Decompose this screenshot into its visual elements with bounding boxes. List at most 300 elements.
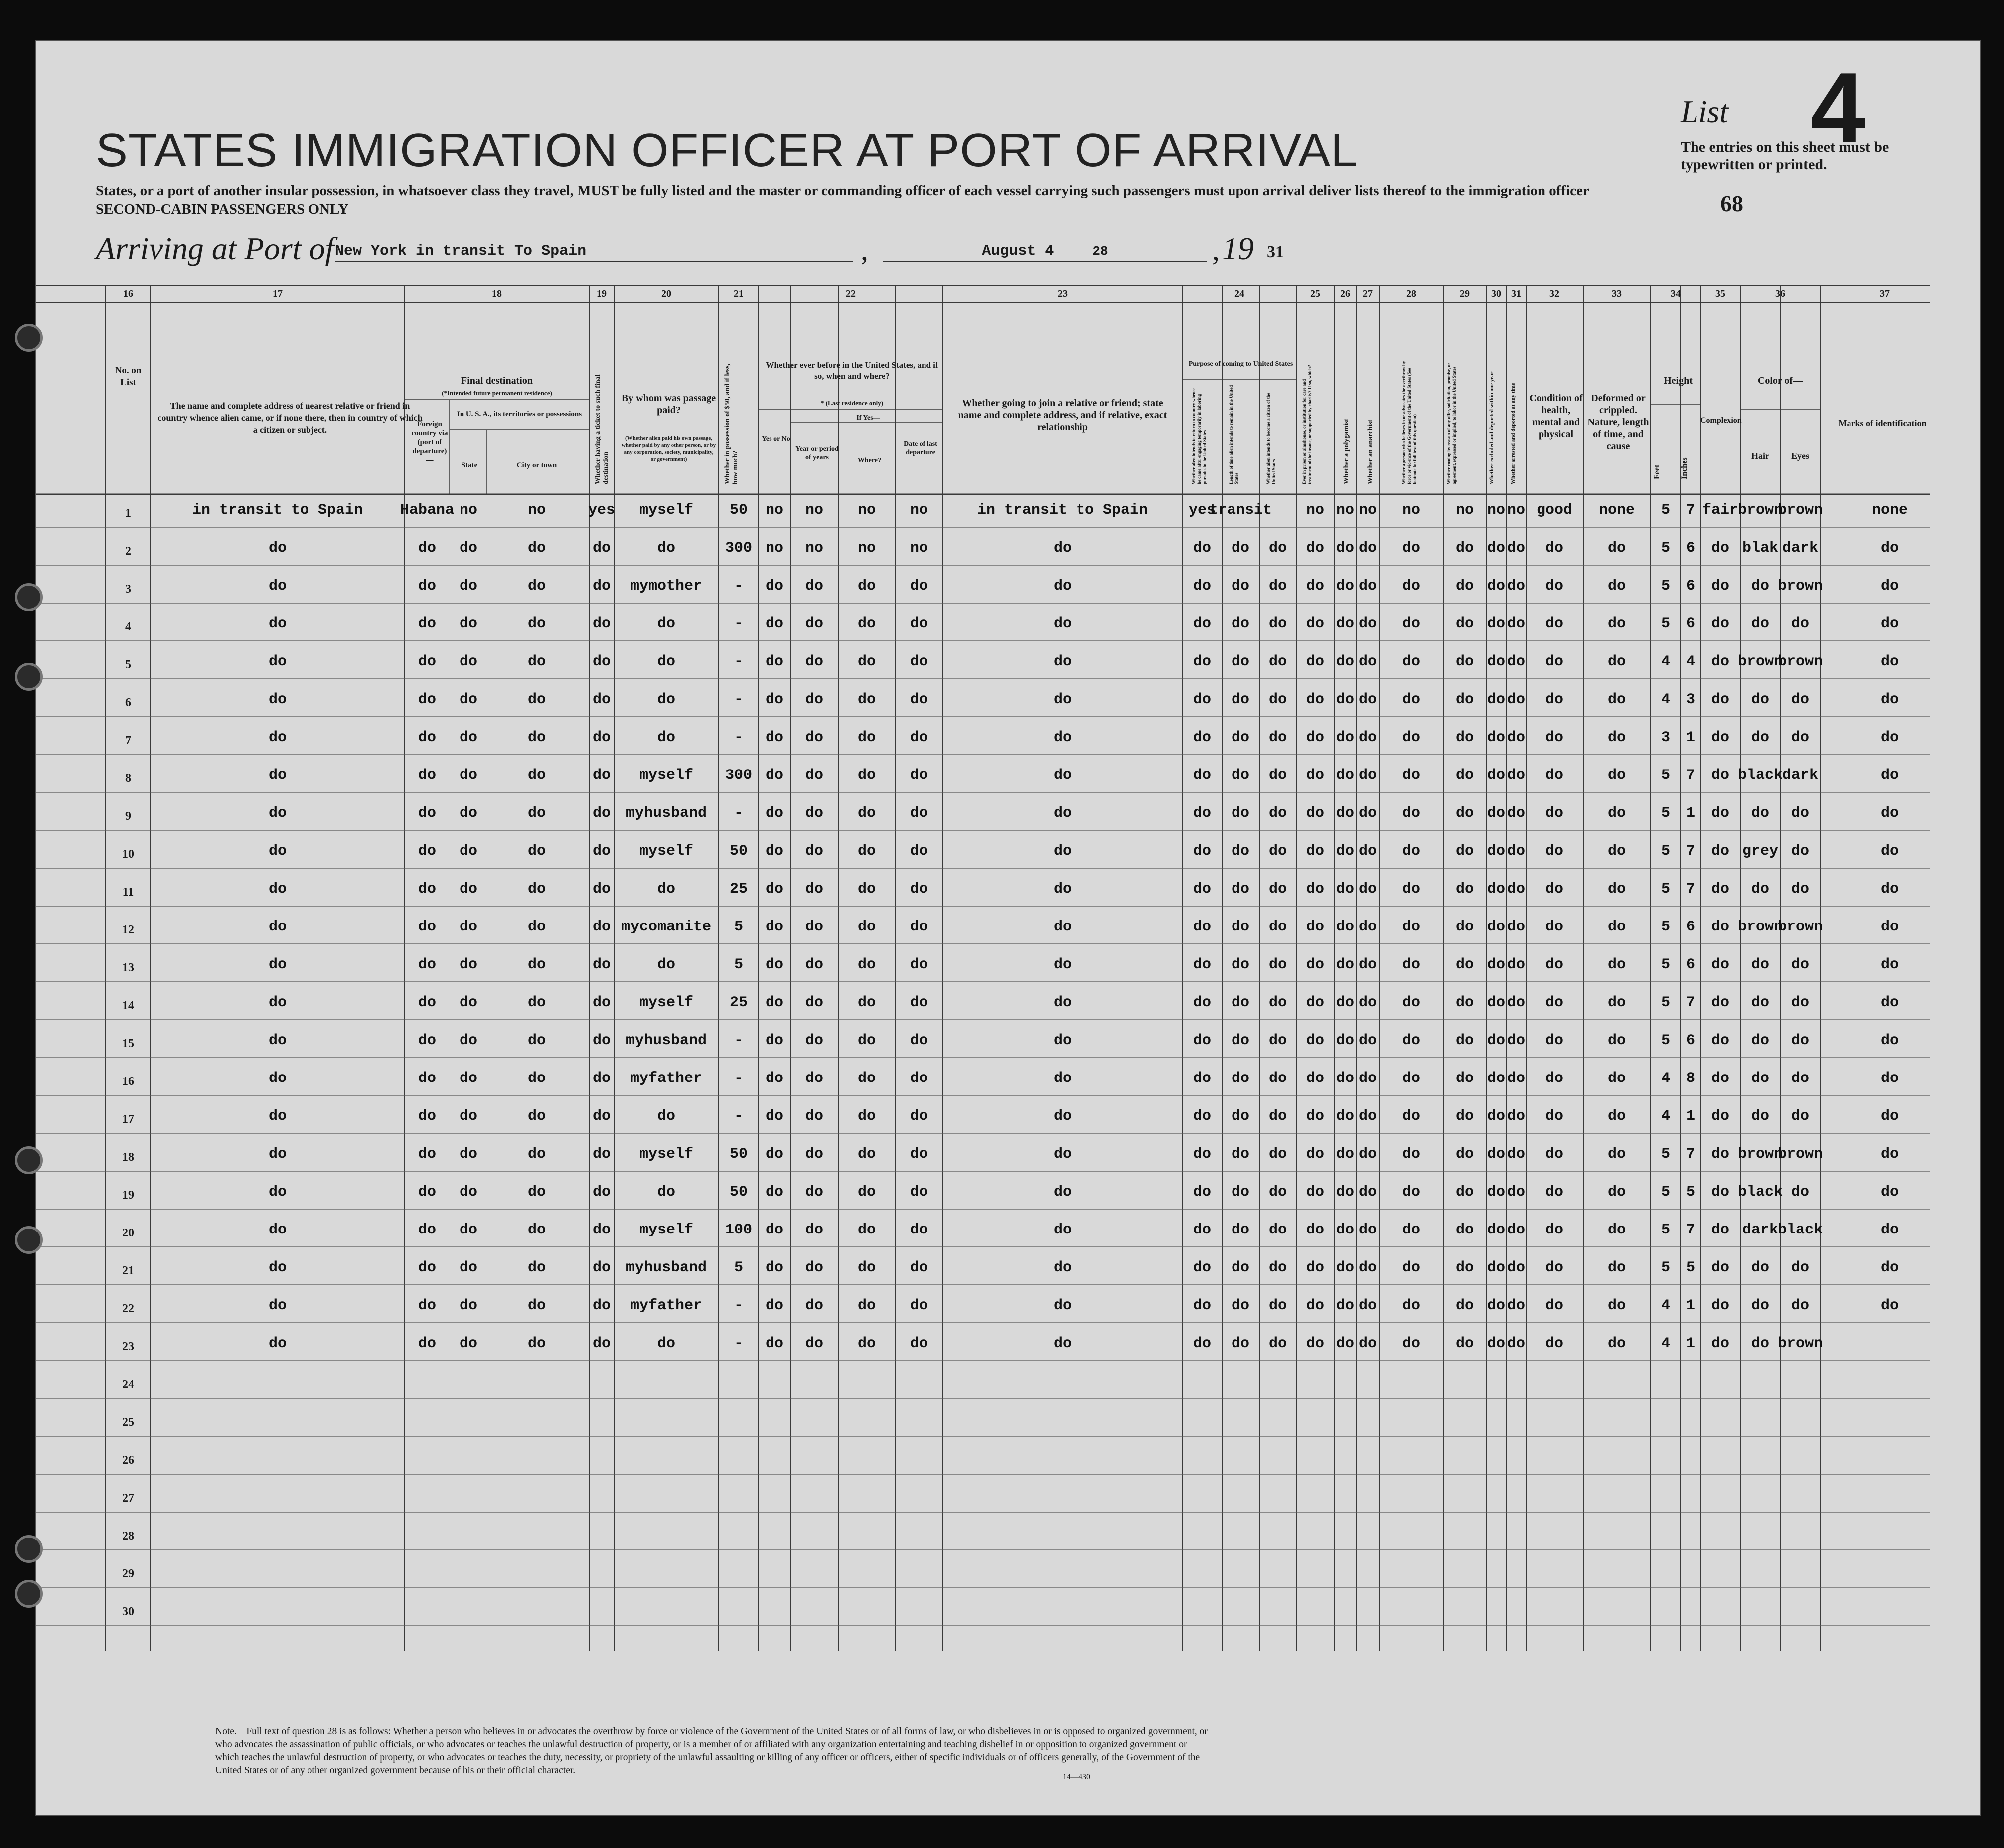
table-cell-ft: 5 xyxy=(1661,767,1671,784)
table-cell-c18s: no xyxy=(459,502,478,519)
table-cell-c22d: do xyxy=(910,1222,928,1238)
column-number: 26 xyxy=(1340,288,1350,299)
table-cell-c20: myfather xyxy=(630,1297,703,1314)
table-cell-c17: do xyxy=(268,843,287,860)
col24-c-header: Whether alien intends to become a citizen of the United States xyxy=(1266,393,1276,484)
table-cell-c35: do xyxy=(1711,653,1730,670)
subtitle-instructions: States, or a port of another insular possession, in whatsoever class they travel, MUST be fully listed and the master or commanding officer of each vessel carrying such passengers must upon arrival deliver lists thereof to the immigration officer xyxy=(96,183,1589,199)
table-cell-hair: do xyxy=(1751,616,1770,632)
table-cell-c33: do xyxy=(1607,653,1626,670)
table-cell-eyes: do xyxy=(1791,1032,1810,1049)
table-cell-c18f: do xyxy=(418,1297,437,1314)
table-cell-c18c: do xyxy=(527,767,546,784)
table-cell-c24a: do xyxy=(1193,691,1212,708)
table-cell-c28: do xyxy=(1402,881,1421,898)
table-cell-c33: do xyxy=(1607,843,1626,860)
sheet-note: The entries on this sheet must be typewritten or printed. xyxy=(1681,139,1889,173)
table-cell-c18f: do xyxy=(418,1070,437,1087)
table-cell-c22c: do xyxy=(857,1297,876,1314)
table-cell-eyes: do xyxy=(1791,616,1810,632)
comma: , xyxy=(861,233,868,266)
table-cell-ft: 5 xyxy=(1661,843,1671,860)
table-cell-c26: do xyxy=(1336,616,1355,632)
table-cell-c18f: do xyxy=(418,843,437,860)
table-cell-c28: no xyxy=(1402,502,1421,519)
table-cell-c22d: do xyxy=(910,1259,928,1276)
table-cell-c22b: no xyxy=(805,540,824,557)
table-cell-c18s: do xyxy=(459,1146,478,1163)
row-number: 5 xyxy=(125,658,131,671)
arriving-port-field: New York in transit To Spain xyxy=(335,243,853,262)
column-number: 23 xyxy=(1058,288,1068,299)
table-cell-in: 4 xyxy=(1686,653,1696,670)
table-cell-c25: do xyxy=(1306,956,1325,973)
table-cell-c24c: do xyxy=(1268,1297,1287,1314)
table-cell-c18f: do xyxy=(418,653,437,670)
table-cell-c35: do xyxy=(1711,1032,1730,1049)
table-cell-c22a: do xyxy=(765,653,784,670)
col22-title: Whether ever before in the United States, and if so, when and where? xyxy=(766,360,938,381)
column-number: 22 xyxy=(846,288,856,299)
table-cell-in: 1 xyxy=(1686,805,1696,822)
row-number: 13 xyxy=(122,961,134,974)
table-cell-c20: myhusband xyxy=(625,1259,707,1276)
table-cell-c30: do xyxy=(1487,767,1506,784)
table-cell-c22b: do xyxy=(805,616,824,632)
table-cell-ft: 5 xyxy=(1661,502,1671,519)
table-cell-hair: blak xyxy=(1742,540,1779,557)
row-number: 6 xyxy=(125,696,131,709)
table-cell-c23: do xyxy=(1053,1032,1072,1049)
table-cell-ft: 4 xyxy=(1661,1335,1671,1352)
table-cell-c35: do xyxy=(1711,843,1730,860)
binding-hole-icon xyxy=(15,1535,43,1563)
table-cell-c20: myfather xyxy=(630,1070,703,1087)
table-cell-c24a: do xyxy=(1193,994,1212,1011)
table-cell-c37: do xyxy=(1880,881,1899,898)
table-cell-c28: do xyxy=(1402,578,1421,595)
table-cell-hair: grey xyxy=(1742,843,1779,860)
table-cell-c33: do xyxy=(1607,1108,1626,1125)
col18-city-header: City or town xyxy=(516,462,557,469)
table-cell-c32: do xyxy=(1545,578,1564,595)
col24-title: Purpose of coming to United States xyxy=(1188,360,1293,368)
table-cell-c37: do xyxy=(1880,540,1899,557)
table-cell-c25: do xyxy=(1306,1108,1325,1125)
row-number: 4 xyxy=(125,620,131,633)
table-cell-c24c: do xyxy=(1268,729,1287,746)
col18-note: (*Intended future permanent residence) xyxy=(442,389,552,397)
table-cell-hair: do xyxy=(1751,956,1770,973)
table-cell-c31: do xyxy=(1507,1259,1526,1276)
col23-header: Whether going to join a relative or friend; state name and complete address, and if relative, exact relationship xyxy=(958,398,1167,433)
table-cell-ft: 4 xyxy=(1661,691,1671,708)
table-cell-c24b: do xyxy=(1231,540,1250,557)
table-cell-c18c: do xyxy=(527,691,546,708)
table-cell-c32: do xyxy=(1545,1146,1564,1163)
table-cell-c24b: do xyxy=(1231,1108,1250,1125)
table-cell-c35: do xyxy=(1711,578,1730,595)
table-cell-c28: do xyxy=(1402,1222,1421,1238)
table-cell-ft: 5 xyxy=(1661,540,1671,557)
table-cell-c18f: do xyxy=(418,767,437,784)
table-cell-c35: do xyxy=(1711,881,1730,898)
table-cell-c33: do xyxy=(1607,1146,1626,1163)
table-cell-ft: 4 xyxy=(1661,1108,1671,1125)
table-cell-c24b: do xyxy=(1231,1070,1250,1087)
subtitle-class: SECOND-CABIN PASSENGERS ONLY xyxy=(96,201,349,217)
table-cell-c20: do xyxy=(657,1108,676,1125)
table-cell-c31: no xyxy=(1507,502,1526,519)
table-cell-c35: do xyxy=(1711,1146,1730,1163)
table-cell-in: 1 xyxy=(1686,1335,1696,1352)
table-cell-c17: do xyxy=(268,1146,287,1163)
table-cell-c17: do xyxy=(268,1335,287,1352)
column-number: 35 xyxy=(1715,288,1725,299)
table-cell-c19: do xyxy=(592,1297,611,1314)
table-cell-eyes: dark xyxy=(1782,540,1819,557)
table-cell-c30: do xyxy=(1487,1259,1506,1276)
table-cell-c31: do xyxy=(1507,1184,1526,1201)
table-cell-c18c: no xyxy=(527,502,546,519)
table-cell-c19: do xyxy=(592,1070,611,1087)
table-cell-c18s: do xyxy=(459,578,478,595)
table-cell-c22d: do xyxy=(910,1108,928,1125)
table-cell-c19: do xyxy=(592,1146,611,1163)
table-cell-c35: do xyxy=(1711,956,1730,973)
table-cell-c24c: do xyxy=(1268,994,1287,1011)
table-cell-c23: do xyxy=(1053,956,1072,973)
table-cell-c17: do xyxy=(268,1184,287,1201)
table-cell-c37: do xyxy=(1880,616,1899,632)
table-cell-c22c: no xyxy=(857,502,876,519)
table-cell-c21: 50 xyxy=(729,1146,748,1163)
table-cell-c27: do xyxy=(1358,578,1377,595)
table-cell-c17: do xyxy=(268,578,287,595)
table-cell-c28: do xyxy=(1402,1259,1421,1276)
table-cell-c31: do xyxy=(1507,578,1526,595)
table-cell-c24b: do xyxy=(1231,1222,1250,1238)
table-cell-c32: do xyxy=(1545,881,1564,898)
table-cell-c23: do xyxy=(1053,1184,1072,1201)
table-cell-c31: do xyxy=(1507,729,1526,746)
table-cell-c20: do xyxy=(657,1335,676,1352)
table-cell-c33: do xyxy=(1607,881,1626,898)
table-cell-c22a: do xyxy=(765,1108,784,1125)
comma: , xyxy=(1212,233,1220,266)
table-cell-c33: do xyxy=(1607,540,1626,557)
table-cell-ft: 4 xyxy=(1661,1297,1671,1314)
table-cell-c33: do xyxy=(1607,1335,1626,1352)
table-cell-c25: do xyxy=(1306,1335,1325,1352)
table-cell-hair: do xyxy=(1751,1297,1770,1314)
col19-header: Whether having a ticket to such final destination xyxy=(594,374,610,484)
table-cell-c21: - xyxy=(734,653,744,670)
table-cell-in: 6 xyxy=(1686,919,1696,935)
table-cell-c26: do xyxy=(1336,653,1355,670)
table-cell-c24a: do xyxy=(1193,805,1212,822)
arriving-date-field xyxy=(883,243,1207,262)
table-cell-hair: brown xyxy=(1737,653,1783,670)
table-cell-hair: do xyxy=(1751,578,1770,595)
binding-hole-icon xyxy=(15,1146,43,1174)
table-cell-c22b: do xyxy=(805,1146,824,1163)
table-cell-c37: none xyxy=(1871,502,1908,519)
table-cell-c20: myhusband xyxy=(625,805,707,822)
table-cell-c23: do xyxy=(1053,1108,1072,1125)
table-cell-c21: - xyxy=(734,616,744,632)
table-cell-c24c: do xyxy=(1268,805,1287,822)
table-cell-c24b: do xyxy=(1231,1297,1250,1314)
table-cell-c37: do xyxy=(1880,1259,1899,1276)
table-cell-c22d: do xyxy=(910,1184,928,1201)
table-cell-eyes: do xyxy=(1791,1184,1810,1201)
table-cell-c23: do xyxy=(1053,805,1072,822)
table-cell-c20: do xyxy=(657,881,676,898)
table-cell-c24b: do xyxy=(1231,994,1250,1011)
table-cell-c18s: do xyxy=(459,540,478,557)
table-cell-hair: dark xyxy=(1742,1222,1779,1238)
table-cell-c20: do xyxy=(657,691,676,708)
table-cell-c27: do xyxy=(1358,653,1377,670)
table-cell-c20: myhusband xyxy=(625,1032,707,1049)
table-cell-c22d: do xyxy=(910,1335,928,1352)
table-cell-c21: 50 xyxy=(729,1184,748,1201)
table-cell-c18c: do xyxy=(527,1032,546,1049)
table-cell-c25: do xyxy=(1306,994,1325,1011)
table-cell-c24a: do xyxy=(1193,1222,1212,1238)
col22-note: * (Last residence only) xyxy=(820,399,884,407)
table-cell-c37: do xyxy=(1880,578,1899,595)
table-cell-c28: do xyxy=(1402,616,1421,632)
table-cell-c32: do xyxy=(1545,1297,1564,1314)
table-cell-ft: 5 xyxy=(1661,881,1671,898)
table-cell-c20: do xyxy=(657,1184,676,1201)
table-cell-c20: mycomanite xyxy=(621,919,712,935)
column-number: 28 xyxy=(1406,288,1416,299)
table-cell-c22a: do xyxy=(765,1297,784,1314)
table-cell-c22d: no xyxy=(910,540,928,557)
table-cell-c17: do xyxy=(268,691,287,708)
table-cell-c22a: do xyxy=(765,1146,784,1163)
table-cell-c22d: do xyxy=(910,1070,928,1087)
table-cell-eyes: brown xyxy=(1777,578,1823,595)
table-cell-c17: in transit to Spain xyxy=(192,502,363,519)
table-cell-c33: do xyxy=(1607,729,1626,746)
col22-year-header: Year or period of years xyxy=(795,445,839,461)
table-cell-c18c: do xyxy=(527,1222,546,1238)
table-cell-c35: do xyxy=(1711,767,1730,784)
table-cell-c32: do xyxy=(1545,729,1564,746)
table-cell-hair: do xyxy=(1751,1259,1770,1276)
table-cell-c20: do xyxy=(657,653,676,670)
table-cell-c33: do xyxy=(1607,691,1626,708)
table-cell-c27: do xyxy=(1358,616,1377,632)
table-cell-c24b: do xyxy=(1231,1146,1250,1163)
table-cell-hair: do xyxy=(1751,1070,1770,1087)
table-cell-ft: 5 xyxy=(1661,919,1671,935)
table-cell-c22c: do xyxy=(857,1032,876,1049)
table-cell-in: 7 xyxy=(1686,1222,1696,1238)
row-number: 23 xyxy=(122,1340,134,1353)
binding-hole-icon xyxy=(15,324,43,352)
footnote: Note.—Full text of question 28 is as follows: Whether a person who believes in or advocates the overthrow by force or violence of the Government of the United States or of all forms of law, or who disbelieves in or is opposed to organized government, or who advocates the assassination of public officials, or who advocates or teaches the unlawful destruction of property, or is a member of or affiliated with any organization entertaining and teaching disbelief in or opposition to organized government or which teaches the unlawful destruction of property, or who advocates or teaches the duty, necessity, or propriety of the unlawful assaulting or killing of any officer or officers, either of specific individuals or of officers generally, of the Government of the United States or of any other organized government because of his or their official character. xyxy=(215,1726,1208,1776)
table-cell-c27: do xyxy=(1358,1146,1377,1163)
table-cell-c32: do xyxy=(1545,540,1564,557)
table-cell-hair: do xyxy=(1751,881,1770,898)
table-cell-c28: do xyxy=(1402,1108,1421,1125)
table-cell-c22d: do xyxy=(910,767,928,784)
col34-feet-header: Feet xyxy=(1653,464,1661,479)
table-cell-c22c: do xyxy=(857,881,876,898)
table-cell-c26: do xyxy=(1336,540,1355,557)
table-cell-c32: do xyxy=(1545,956,1564,973)
table-cell-in: 3 xyxy=(1686,691,1696,708)
table-cell-c32: do xyxy=(1545,1222,1564,1238)
table-cell-hair: brown xyxy=(1737,502,1783,519)
table-cell-c27: do xyxy=(1358,1297,1377,1314)
table-cell-c29: do xyxy=(1455,1184,1474,1201)
table-cell-c18c: do xyxy=(527,578,546,595)
table-cell-c27: do xyxy=(1358,805,1377,822)
table-cell-c22b: do xyxy=(805,1222,824,1238)
table-cell-c31: do xyxy=(1507,767,1526,784)
table-cell-c18s: do xyxy=(459,805,478,822)
table-cell-c33: do xyxy=(1607,1070,1626,1087)
table-cell-c21: 5 xyxy=(734,919,744,935)
table-cell-c31: do xyxy=(1507,919,1526,935)
table-cell-c22b: do xyxy=(805,767,824,784)
table-cell-c37: do xyxy=(1880,729,1899,746)
table-cell-c18s: do xyxy=(459,1184,478,1201)
table-cell-c22c: no xyxy=(857,540,876,557)
table-cell-c18f: do xyxy=(418,956,437,973)
table-cell-c25: do xyxy=(1306,1222,1325,1238)
table-cell-c18s: do xyxy=(459,1297,478,1314)
table-cell-eyes: do xyxy=(1791,881,1810,898)
table-cell-c35: do xyxy=(1711,919,1730,935)
table-cell-c25: do xyxy=(1306,578,1325,595)
table-cell-c20: do xyxy=(657,729,676,746)
table-cell-c22c: do xyxy=(857,956,876,973)
table-cell-c18c: do xyxy=(527,1259,546,1276)
table-cell-c22b: do xyxy=(805,1259,824,1276)
table-cell-c21: 5 xyxy=(734,956,744,973)
table-cell-in: 7 xyxy=(1686,843,1696,860)
table-cell-c22b: do xyxy=(805,1108,824,1125)
column-number: 19 xyxy=(597,288,607,299)
table-cell-c26: do xyxy=(1336,767,1355,784)
table-cell-ft: 5 xyxy=(1661,616,1671,632)
table-cell-c27: do xyxy=(1358,1259,1377,1276)
table-cell-c22b: do xyxy=(805,956,824,973)
table-cell-c24b: do xyxy=(1231,919,1250,935)
table-cell-c33: do xyxy=(1607,1032,1626,1049)
table-cell-c24c: do xyxy=(1268,540,1287,557)
table-cell-c22c: do xyxy=(857,691,876,708)
table-cell-c22b: do xyxy=(805,1297,824,1314)
table-cell-c18s: do xyxy=(459,881,478,898)
col34-title: Height xyxy=(1664,375,1693,386)
table-cell-c24b: do xyxy=(1231,729,1250,746)
table-cell-c25: do xyxy=(1306,1297,1325,1314)
table-cell-c27: do xyxy=(1358,881,1377,898)
table-cell-c18f: do xyxy=(418,1108,437,1125)
table-cell-c24a: do xyxy=(1193,578,1212,595)
table-cell-c24b: do xyxy=(1231,691,1250,708)
table-cell-in: 8 xyxy=(1686,1070,1696,1087)
table-cell-c21: - xyxy=(734,1108,744,1125)
table-cell-c29: do xyxy=(1455,653,1474,670)
table-cell-c22d: do xyxy=(910,1146,928,1163)
table-cell-c32: do xyxy=(1545,994,1564,1011)
table-cell-c19: do xyxy=(592,767,611,784)
table-cell-c30: do xyxy=(1487,881,1506,898)
table-cell-c23: do xyxy=(1053,1070,1072,1087)
column-number: 24 xyxy=(1234,288,1244,299)
table-cell-c18f: do xyxy=(418,919,437,935)
table-cell-c35: do xyxy=(1711,616,1730,632)
table-cell-c19: do xyxy=(592,729,611,746)
table-cell-c24a: do xyxy=(1193,1184,1212,1201)
table-cell-c22b: do xyxy=(805,994,824,1011)
table-cell-c24b: do xyxy=(1231,1335,1250,1352)
table-cell-c31: do xyxy=(1507,616,1526,632)
table-cell-c24a: do xyxy=(1193,1297,1212,1314)
table-cell-c24a: do xyxy=(1193,881,1212,898)
table-cell-c37: do xyxy=(1880,843,1899,860)
table-cell-c37: do xyxy=(1880,1070,1899,1087)
table-cell-ft: 5 xyxy=(1661,1184,1671,1201)
table-cell-c24b: do xyxy=(1231,1259,1250,1276)
col36-title: Color of— xyxy=(1757,375,1803,386)
col30-header: Whether excluded and deported within one year xyxy=(1489,371,1495,484)
table-cell-c37: do xyxy=(1880,1184,1899,1201)
table-cell-c25: do xyxy=(1306,1259,1325,1276)
table-cell-c18f: do xyxy=(418,578,437,595)
column-number: 17 xyxy=(273,288,283,299)
table-cell-c25: do xyxy=(1306,881,1325,898)
col18-foreign-header: Foreign country via (port of departure)— xyxy=(411,420,448,464)
table-cell-c21: 300 xyxy=(725,540,753,557)
arriving-label: Arriving at Port of xyxy=(96,231,334,266)
col20-title: By whom was passage paid? xyxy=(621,393,716,416)
col18-title: Final destination xyxy=(461,375,533,386)
table-cell-c18c: do xyxy=(527,1070,546,1087)
table-cell-c29: do xyxy=(1455,919,1474,935)
table-cell-c23: do xyxy=(1053,1146,1072,1163)
table-cell-c22a: do xyxy=(765,616,784,632)
table-cell-c19: do xyxy=(592,994,611,1011)
table-cell-c21: - xyxy=(734,691,744,708)
table-cell-c18f: do xyxy=(418,1146,437,1163)
table-cell-hair: do xyxy=(1751,729,1770,746)
table-cell-hair: black xyxy=(1737,767,1783,784)
table-cell-ft: 5 xyxy=(1661,805,1671,822)
table-cell-c29: do xyxy=(1455,881,1474,898)
table-cell-c22c: do xyxy=(857,1222,876,1238)
table-cell-c23: do xyxy=(1053,1259,1072,1276)
table-cell-c22b: do xyxy=(805,843,824,860)
table-cell-c22b: do xyxy=(805,805,824,822)
table-cell-c22b: do xyxy=(805,578,824,595)
table-cell-c21: 100 xyxy=(725,1222,753,1238)
column-number: 20 xyxy=(661,288,671,299)
table-cell-c23: do xyxy=(1053,1335,1072,1352)
table-cell-c19: do xyxy=(592,956,611,973)
table-cell-c33: do xyxy=(1607,1222,1626,1238)
table-cell-c25: do xyxy=(1306,1184,1325,1201)
